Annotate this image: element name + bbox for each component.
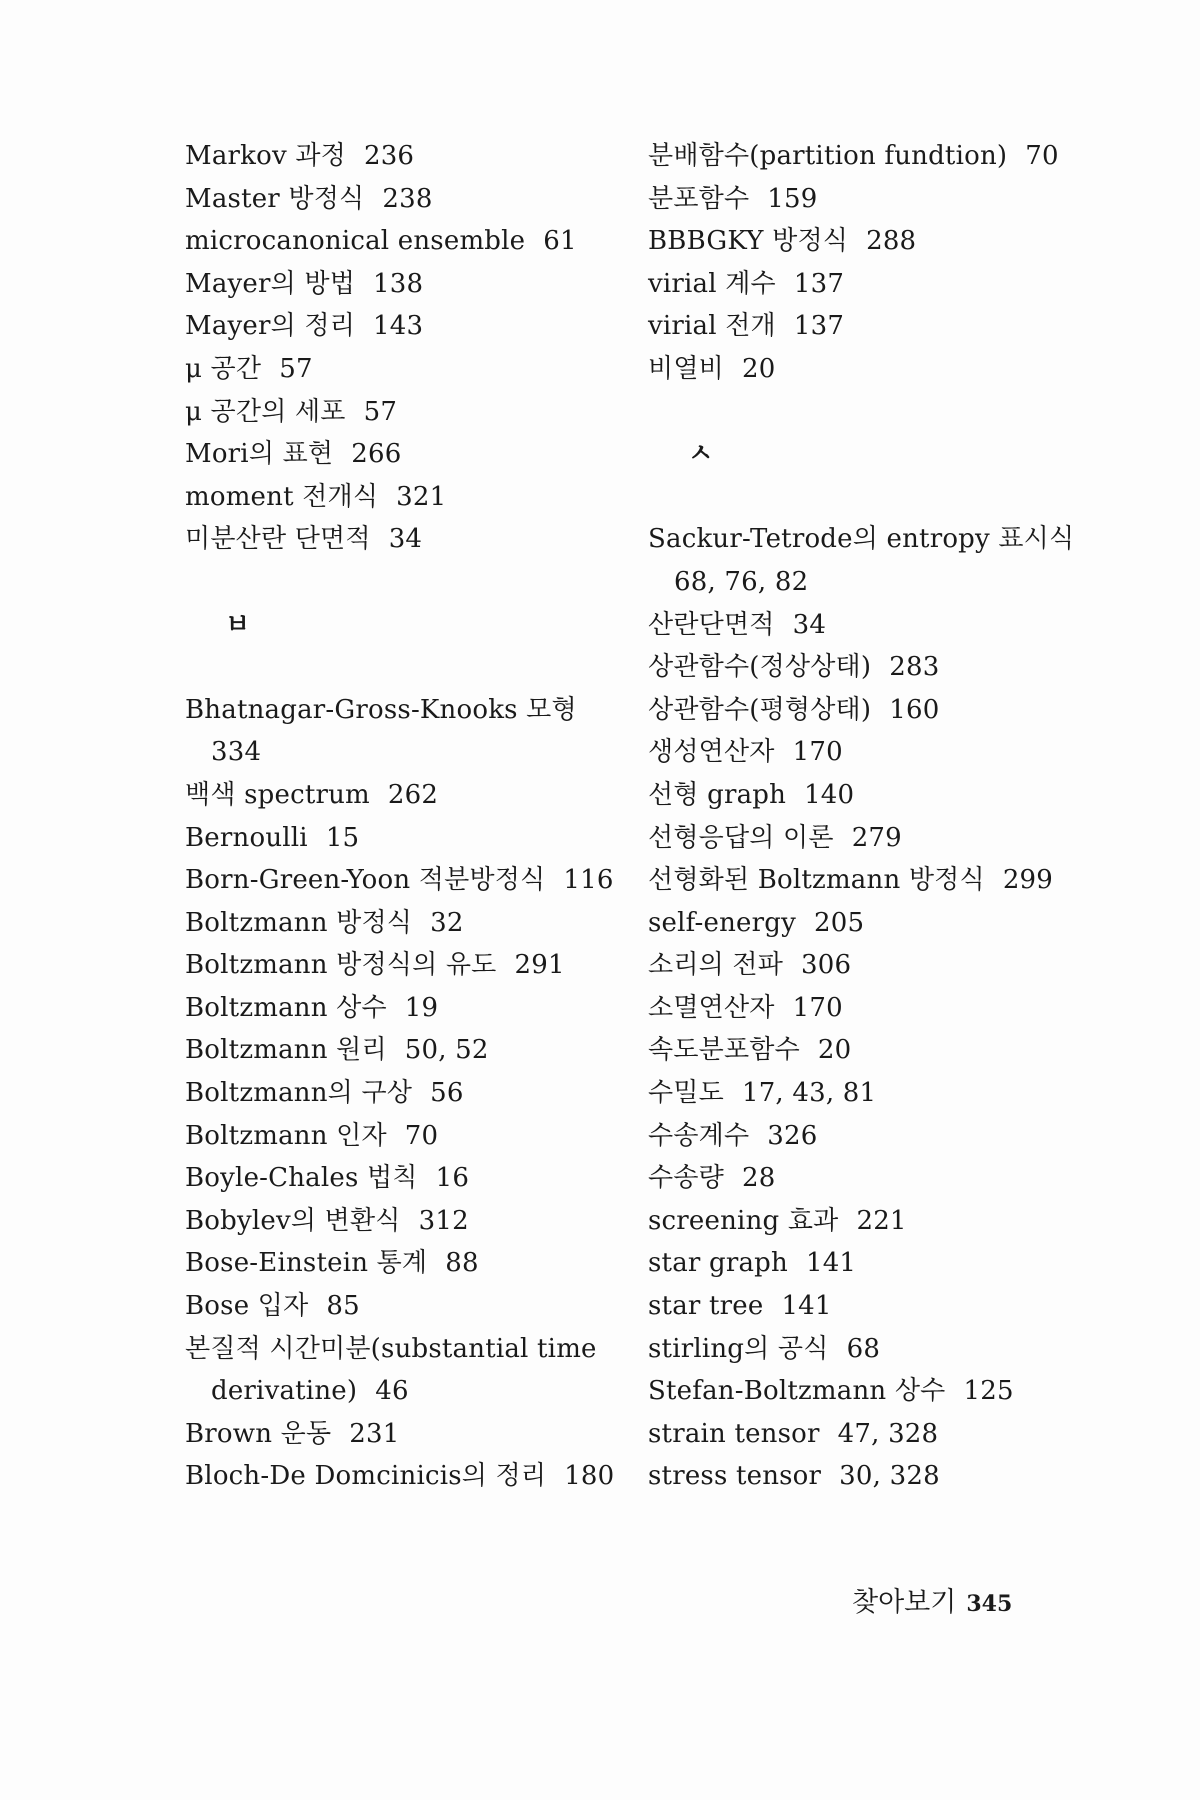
index-entry xyxy=(648,220,1118,263)
index-entry xyxy=(185,817,645,860)
index-entry xyxy=(185,391,645,434)
index-pages: 19 xyxy=(404,992,439,1023)
index-term: Bobylev의 변환식 xyxy=(185,1205,401,1236)
index-pages: 57 xyxy=(363,396,398,427)
index-term: 분배함수(partition fundtion) xyxy=(648,141,1008,171)
index-entry xyxy=(185,263,645,306)
index-term: Bernoulli xyxy=(185,822,308,853)
index-term: 백색 spectrum xyxy=(185,779,370,810)
index-term: Bloch-De Domcinicis의 정리 xyxy=(185,1461,547,1492)
index-term: virial 계수 xyxy=(648,268,776,299)
index-term: 상관함수(정상상태) xyxy=(648,652,872,683)
index-entry xyxy=(648,1157,1118,1200)
index-term: 선형응답의 이론 xyxy=(648,822,834,853)
index-term: moment 전개식 xyxy=(185,481,379,512)
index-pages: 141 xyxy=(781,1291,832,1322)
index-entry xyxy=(648,561,1118,604)
index-pages: 170 xyxy=(792,737,843,768)
index-entry xyxy=(185,689,645,732)
index-term: Mayer의 정리 xyxy=(185,311,356,342)
index-term: Born-Green-Yoon 적분방정식 xyxy=(185,865,546,896)
index-pages: 34 xyxy=(388,524,423,555)
index-pages: 141 xyxy=(805,1248,857,1279)
index-term: stress tensor xyxy=(648,1461,822,1492)
index-term: star tree xyxy=(648,1291,764,1322)
index-pages: 16 xyxy=(435,1163,470,1194)
index-entry xyxy=(648,902,1118,945)
index-entry xyxy=(648,263,1118,306)
left-entries xyxy=(185,135,645,561)
index-term: BBBGKY 방정식 xyxy=(648,226,849,257)
index-pages: 20 xyxy=(741,353,776,384)
index-entry xyxy=(185,178,645,221)
index-pages: 32 xyxy=(430,907,464,938)
index-entry xyxy=(648,1370,1118,1413)
index-term: 수송량 xyxy=(648,1163,724,1194)
index-term: 소리의 전파 xyxy=(648,950,784,981)
index-term: screening 효과 xyxy=(648,1205,839,1236)
index-pages: 56 xyxy=(430,1078,464,1109)
index-term: 산란단면적 xyxy=(648,609,775,640)
index-term: derivatine) xyxy=(211,1376,358,1407)
index-term: 수밀도 xyxy=(648,1078,724,1109)
index-pages: 262 xyxy=(387,779,439,810)
index-entry xyxy=(185,518,645,561)
index-pages: 238 xyxy=(382,183,433,214)
index-entry xyxy=(185,1455,645,1498)
index-term: 수송계수 xyxy=(648,1120,750,1151)
right-entries xyxy=(648,135,1118,391)
index-entry xyxy=(185,731,645,774)
index-entry xyxy=(185,987,645,1030)
index-term: Boltzmann 방정식의 유도 xyxy=(185,950,497,981)
index-entry xyxy=(648,1413,1118,1456)
index-term: 상관함수(평형상태) xyxy=(648,694,872,725)
index-term: star graph xyxy=(648,1248,788,1279)
index-pages: 205 xyxy=(814,907,865,938)
index-entry xyxy=(185,305,645,348)
index-term: Bose 입자 xyxy=(185,1291,309,1322)
index-term: Boltzmann의 구상 xyxy=(185,1078,413,1109)
page-number: 345 xyxy=(966,1591,1013,1617)
index-entry xyxy=(185,774,645,817)
index-term: Boltzmann 상수 xyxy=(185,992,387,1023)
footer-label: 찾아보기 xyxy=(852,1587,957,1618)
index-term: 본질적 시간미분(substantial time xyxy=(185,1333,597,1364)
index-pages: 50, 52 xyxy=(404,1035,489,1066)
index-pages: 321 xyxy=(396,481,447,512)
index-term: μ 공간의 세포 xyxy=(185,396,346,427)
index-pages: 231 xyxy=(349,1418,400,1449)
page-footer xyxy=(852,1580,1012,1619)
index-pages: 291 xyxy=(514,950,565,981)
index-entry xyxy=(185,220,645,263)
index-entry xyxy=(648,859,1118,902)
section-heading-s: ㅅ xyxy=(688,439,714,470)
index-term: 비열비 xyxy=(648,353,724,384)
index-entry xyxy=(648,518,1118,561)
index-entry xyxy=(648,1072,1118,1115)
index-term: 68, 76, 82 xyxy=(674,566,809,597)
index-pages: 180 xyxy=(564,1461,615,1492)
index-term: Boyle-Chales 법칙 xyxy=(185,1163,418,1194)
index-term: stirling의 공식 xyxy=(648,1333,829,1364)
index-pages: 137 xyxy=(793,268,845,299)
index-pages: 15 xyxy=(325,822,360,853)
index-pages: 266 xyxy=(351,439,402,470)
index-pages: 88 xyxy=(445,1248,479,1279)
index-pages: 116 xyxy=(563,865,614,896)
index-pages: 326 xyxy=(767,1120,818,1151)
index-term: Bhatnagar-Gross-Knooks 모형 xyxy=(185,694,577,725)
index-entry xyxy=(185,1328,645,1371)
index-entry xyxy=(185,902,645,945)
index-pages: 140 xyxy=(804,779,855,810)
index-entry xyxy=(648,731,1118,774)
index-term: 생성연산자 xyxy=(648,737,775,768)
index-term: 334 xyxy=(211,737,262,768)
index-entry xyxy=(648,1200,1118,1243)
index-pages: 70 xyxy=(404,1120,439,1151)
index-term: Brown 운동 xyxy=(185,1418,332,1449)
index-term: virial 전개 xyxy=(648,311,776,342)
right-section-s-entries xyxy=(648,518,1118,1498)
index-pages: 47, 328 xyxy=(837,1418,939,1449)
section-heading-b: ㅂ xyxy=(225,609,251,640)
index-entry xyxy=(185,1413,645,1456)
index-column-left xyxy=(185,135,645,1498)
index-term: Mori의 표현 xyxy=(185,439,334,470)
index-pages: 306 xyxy=(801,950,852,981)
index-entry xyxy=(185,135,645,178)
index-term: Master 방정식 xyxy=(185,183,365,214)
index-entry xyxy=(648,178,1118,221)
index-entry xyxy=(185,1072,645,1115)
index-pages: 236 xyxy=(363,141,415,171)
index-term: 소멸연산자 xyxy=(648,992,775,1023)
index-term: 속도분포함수 xyxy=(648,1035,800,1066)
index-pages: 288 xyxy=(866,226,917,257)
index-entry xyxy=(185,1242,645,1285)
index-entry xyxy=(648,135,1118,178)
index-term: Boltzmann 인자 xyxy=(185,1120,387,1151)
index-pages: 17, 43, 81 xyxy=(741,1078,877,1109)
index-pages: 34 xyxy=(792,609,827,640)
index-entry xyxy=(185,1157,645,1200)
index-entry xyxy=(648,305,1118,348)
index-term: Boltzmann 방정식 xyxy=(185,907,413,938)
index-pages: 46 xyxy=(375,1376,409,1407)
index-entry xyxy=(648,1242,1118,1285)
index-pages: 61 xyxy=(543,226,577,257)
index-term: self-energy xyxy=(648,907,797,938)
index-pages: 70 xyxy=(1025,141,1059,171)
index-pages: 28 xyxy=(741,1163,776,1194)
index-pages: 159 xyxy=(767,183,818,214)
index-entry xyxy=(185,1200,645,1243)
index-entry xyxy=(648,817,1118,860)
index-pages: 160 xyxy=(889,694,940,725)
index-term: Boltzmann 원리 xyxy=(185,1035,387,1066)
index-entry xyxy=(648,1455,1118,1498)
index-pages: 57 xyxy=(279,353,313,384)
index-term: microcanonical ensemble xyxy=(185,226,526,257)
index-entry xyxy=(648,774,1118,817)
index-pages: 299 xyxy=(1002,865,1054,896)
index-entry xyxy=(185,1115,645,1158)
index-entry xyxy=(185,476,645,519)
index-pages: 20 xyxy=(817,1035,852,1066)
index-term: strain tensor xyxy=(648,1418,820,1449)
index-entry xyxy=(185,433,645,476)
index-entry xyxy=(648,1115,1118,1158)
index-entry xyxy=(648,348,1118,391)
index-term: Bose-Einstein 통계 xyxy=(185,1248,428,1279)
index-column-right xyxy=(648,135,1118,1498)
index-entry xyxy=(185,859,645,902)
index-pages: 312 xyxy=(418,1205,469,1236)
index-entry xyxy=(648,1328,1118,1371)
index-term: Markov 과정 xyxy=(185,141,346,171)
index-term: Stefan-Boltzmann 상수 xyxy=(648,1376,946,1407)
index-entry xyxy=(185,1370,645,1413)
index-pages: 85 xyxy=(326,1291,360,1322)
index-pages: 279 xyxy=(851,822,902,853)
index-pages: 30, 328 xyxy=(839,1461,940,1492)
index-term: Mayer의 방법 xyxy=(185,268,356,299)
index-pages: 125 xyxy=(963,1376,1014,1407)
index-term: 미분산란 단면적 xyxy=(185,524,371,555)
index-pages: 138 xyxy=(373,268,424,299)
index-pages: 283 xyxy=(889,652,940,683)
index-term: μ 공간 xyxy=(185,353,262,384)
index-term: 선형화된 Boltzmann 방정식 xyxy=(648,865,985,896)
index-entry xyxy=(648,944,1118,987)
index-entry xyxy=(648,1285,1118,1328)
index-term: 선형 graph xyxy=(648,779,787,810)
index-pages: 68 xyxy=(846,1333,881,1364)
index-entry xyxy=(185,944,645,987)
index-pages: 143 xyxy=(373,311,424,342)
index-entry xyxy=(648,646,1118,689)
index-entry xyxy=(648,1029,1118,1072)
index-entry xyxy=(185,348,645,391)
index-entry xyxy=(648,604,1118,647)
index-entry xyxy=(185,1029,645,1072)
index-pages: 137 xyxy=(793,311,845,342)
index-pages: 221 xyxy=(856,1205,907,1236)
index-entry xyxy=(648,689,1118,732)
index-entry xyxy=(648,987,1118,1030)
index-pages: 170 xyxy=(792,992,843,1023)
index-term: 분포함수 xyxy=(648,183,750,214)
index-term: Sackur-Tetrode의 entropy 표시식 xyxy=(648,524,1075,555)
left-section-b-entries xyxy=(185,689,645,1498)
index-entry xyxy=(185,1285,645,1328)
